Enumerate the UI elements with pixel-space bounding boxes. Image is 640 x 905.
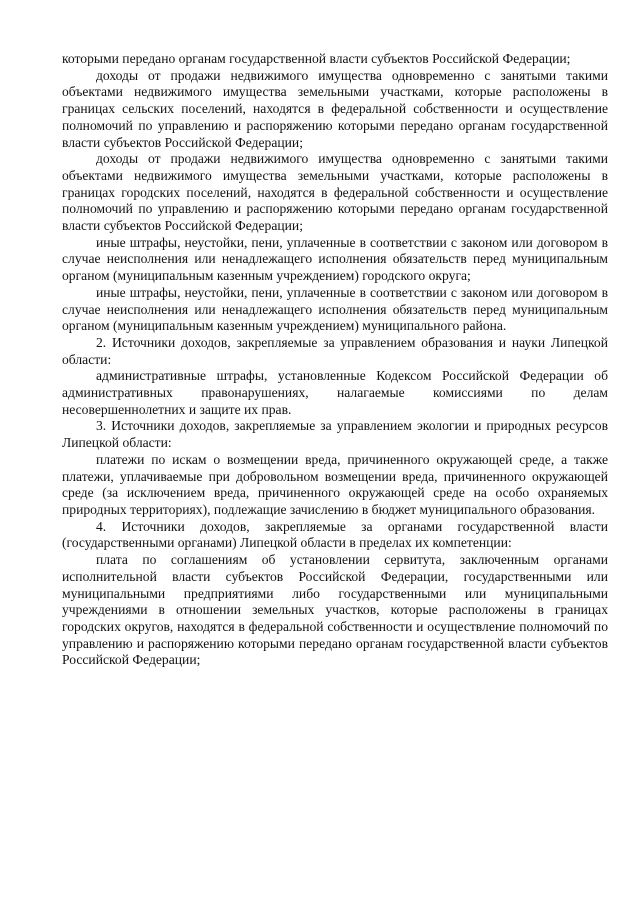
paragraph-environmental-damage: платежи по искам о возмещении вреда, причиненного окружающей среде, а также платежи, уплачиваемые при добровольном возмещении вреда, причиненного окружающей среде (за исключением вреда, причиненного окружающей среде на особо охраняемых природных территориях), подлежащие зачислению в бюджет муниципального образования. xyxy=(62,451,608,517)
paragraph-section-4-heading: 4. Источники доходов, закрепляемые за органами государственной власти (государственными органами) Липецкой области в пределах их компетенции: xyxy=(62,518,608,551)
paragraph-fines-city-district: иные штрафы, неустойки, пени, уплаченные в соответствии с законом или договором в случае неисполнения или ненадлежащего исполнения обязательств перед муниципальным органом (муниципальным казенным учреждением) городского округа; xyxy=(62,234,608,284)
paragraph-section-2-heading: 2. Источники доходов, закрепляемые за управлением образования и науки Липецкой области: xyxy=(62,334,608,367)
paragraph-continuation: которыми передано органам государственной власти субъектов Российской Федерации; xyxy=(62,51,571,66)
document-body xyxy=(62,51,608,669)
paragraph-fines-municipal-district: иные штрафы, неустойки, пени, уплаченные в соответствии с законом или договором в случае неисполнения или ненадлежащего исполнения обязательств перед муниципальным органом (муниципальным казенным учреждением) муниципального района. xyxy=(62,284,608,334)
paragraph-rural-property-sales: доходы от продажи недвижимого имущества одновременно с занятыми такими объектами недвижимого имущества земельными участками, которые расположены в границах сельских поселений, находятся в федеральной собственности и осуществление полномочий по управлению и распоряжению которыми передано органам государственной власти субъектов Российской Федерации; xyxy=(62,67,608,150)
paragraph-administrative-fines: административные штрафы, установленные Кодексом Российской Федерации об административных правонарушениях, налагаемые комиссиями по делам несовершеннолетних и защите их прав. xyxy=(62,368,608,417)
paragraph-urban-property-sales: доходы от продажи недвижимого имущества одновременно с занятыми такими объектами недвижимого имущества земельными участками, которые расположены в границах городских поселений, находятся в федеральной собственности и осуществление полномочий по управлению и распоряжению которыми передано органам государственной власти субъектов Российской Федерации; xyxy=(62,151,608,234)
paragraph-section-3-heading: 3. Источники доходов, закрепляемые за управлением экологии и природных ресурсов Липецкой области: xyxy=(62,418,608,451)
paragraph-servitude-payments: плата по соглашениям об установлении сервитута, заключенным органами исполнительной власти субъектов Российской Федерации, государственными или муниципальными предприятиями либо государственными или муниципальными учреждениями в отношении земельных участков, которые расположены в границах городских округов, находятся в федеральной собственности и осуществление полномочий по управлению и распоряжению которыми передано органам государственной власти субъектов Российской Федерации; xyxy=(62,552,608,668)
